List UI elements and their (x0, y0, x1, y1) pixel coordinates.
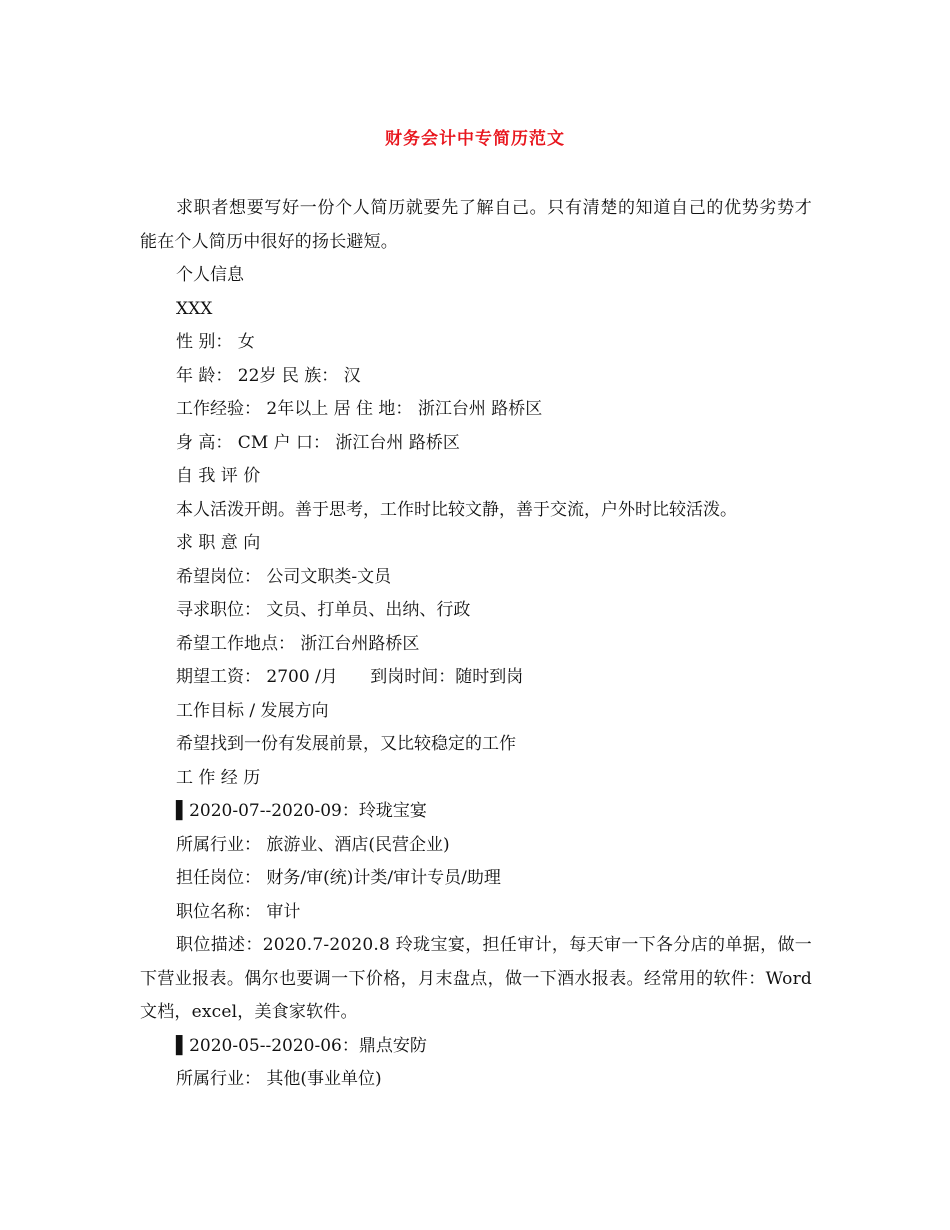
document-body (140, 192, 812, 1097)
salary-line: 期望工资： 2700 /月 到岗时间：随时到岗 (176, 667, 524, 687)
job1-industry: 所属行业： 旅游业、酒店(民营企业) (176, 834, 450, 855)
name-line: XXX (176, 298, 213, 319)
experience-residence-line: 工作经验： 2年以上 居 住 地： 浙江台州 路桥区 (176, 399, 543, 419)
job1-post: 担任岗位： 财务/审(统)计类/审计专员/助理 (176, 868, 501, 888)
self-eval-text: 本人活泼开朗。善于思考，工作时比较文静，善于交流，户外时比较活泼。 (176, 499, 737, 520)
intent-heading: 求 职 意 向 (176, 533, 261, 553)
job1-period: ▌2020-07--2020-09：玲珑宝宴 (176, 801, 427, 821)
self-eval-heading: 自 我 评 价 (176, 466, 261, 486)
job1-description: 职位描述：2020.7-2020.8 玲珑宝宴，担任审计，每天审一下各分店的单据，做一下营业报表。偶尔也要调一下价格，月末盘点，做一下酒水报表。经常用的软件：Word文档，excel，美食家软件。 (140, 935, 812, 1022)
seeking-position-line: 寻求职位： 文员、打单员、出纳、行政 (176, 600, 471, 620)
goal-heading: 工作目标 / 发展方向 (176, 700, 329, 721)
intro-paragraph: 求职者想要写好一份个人简历就要先了解自己。只有清楚的知道自己的优势劣势才能在个人简历中很好的扬长避短。 (140, 198, 812, 252)
job1-title: 职位名称： 审计 (176, 901, 301, 922)
height-hukou-line: 身 高： CM 户 口： 浙江台州 路桥区 (176, 432, 460, 453)
desired-location-line: 希望工作地点： 浙江台州路桥区 (176, 633, 420, 654)
personal-info-heading: 个人信息 (176, 265, 244, 285)
desired-position-line: 希望岗位： 公司文职类-文员 (176, 566, 392, 587)
age-ethnicity-line: 年 龄： 22岁 民 族： 汉 (176, 365, 361, 386)
document-title: 财务会计中专简历范文 (385, 129, 565, 149)
job2-period: ▌2020-05--2020-06：鼎点安防 (176, 1035, 427, 1056)
gender-line: 性 别： 女 (176, 332, 255, 352)
work-heading: 工 作 经 历 (176, 767, 261, 788)
job2-industry: 所属行业： 其他(事业单位) (176, 1069, 382, 1089)
goal-text: 希望找到一份有发展前景，又比较稳定的工作 (176, 734, 516, 754)
